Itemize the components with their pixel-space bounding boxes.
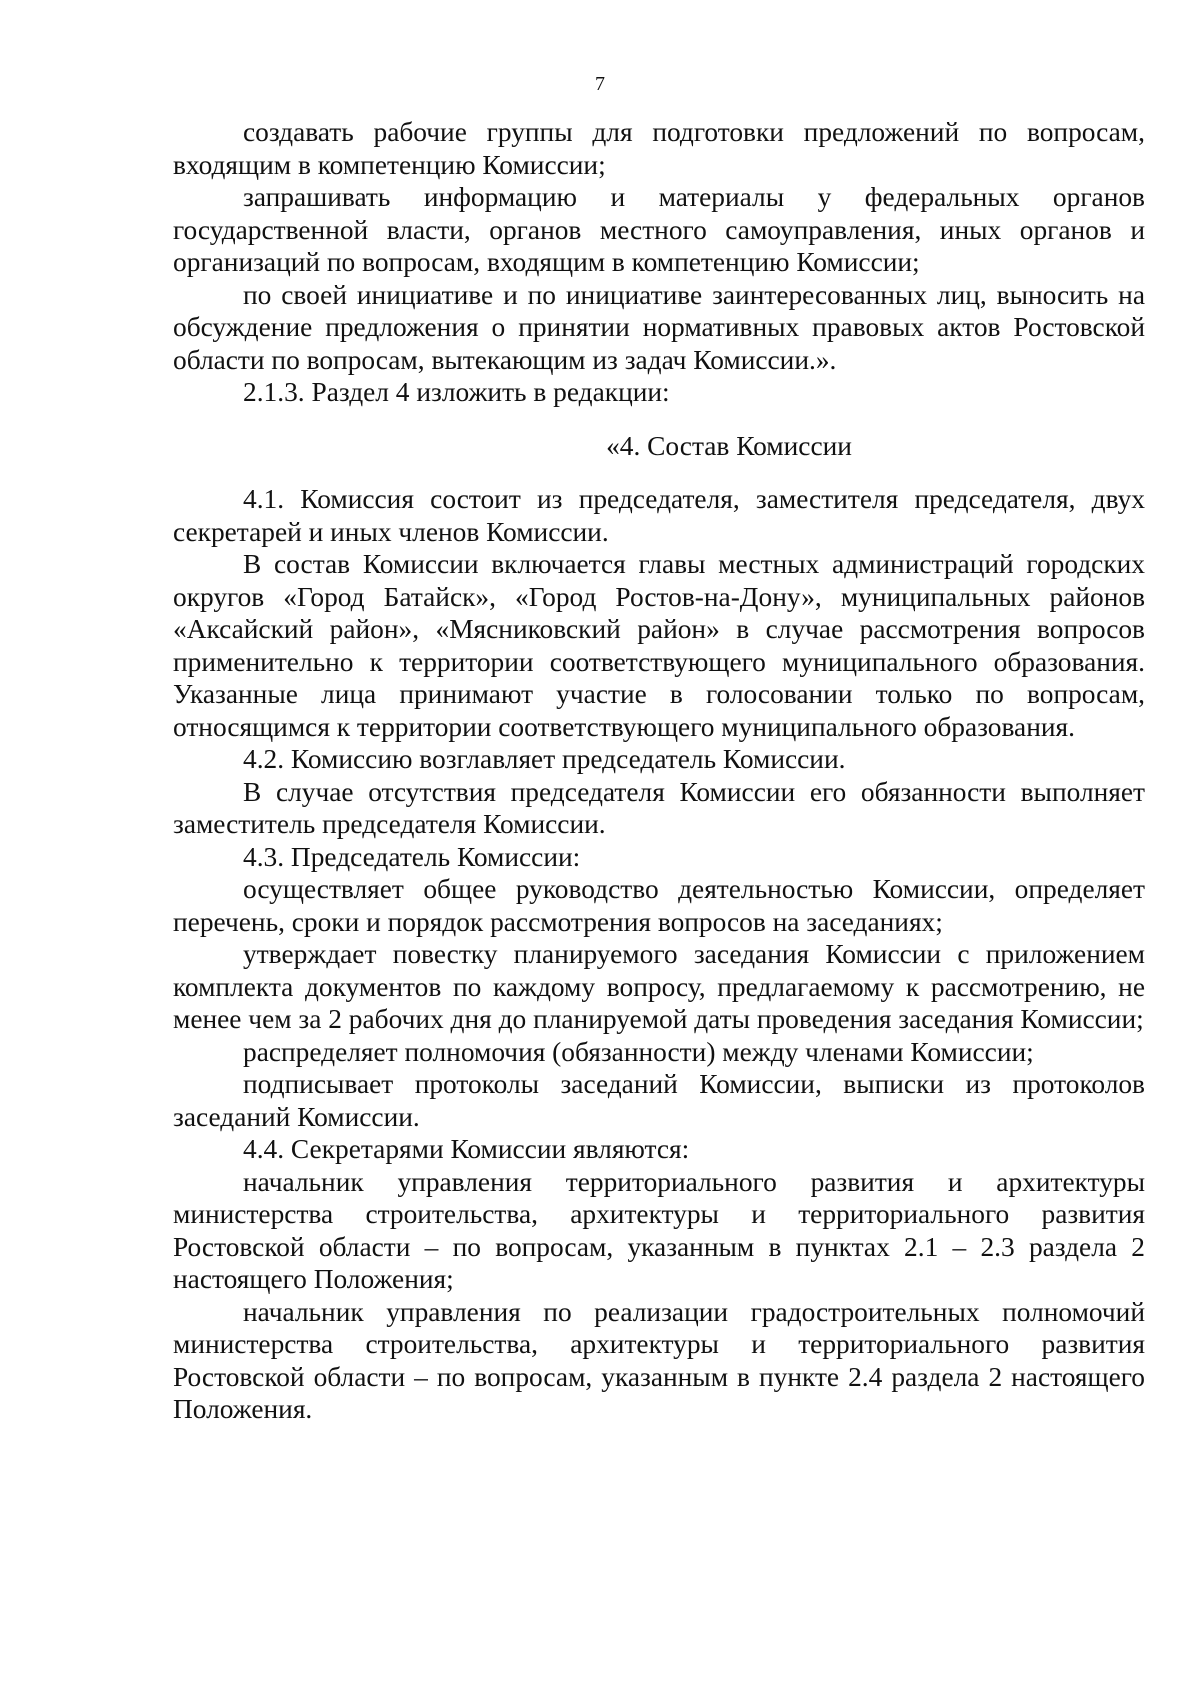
paragraph-working-groups: создавать рабочие группы для подготовки предложений по вопросам, входящим в компетенцию Комиссии;	[173, 117, 1145, 180]
paragraph-section-4-edit: 2.1.3. Раздел 4 изложить в редакции:	[243, 377, 670, 407]
paragraph-secretary-1: начальник управления территориального развития и архитектуры министерства строительства, архитектуры и территориального развития Ростовской области – по вопросам, указанным в пунктах 2.1 – 2.3 раздела 2 настоящего Положения;	[173, 1166, 1145, 1294]
paragraph-own-initiative: по своей инициативе и по инициативе заинтересованных лиц, выносить на обсуждение предложения о принятии нормативных правовых актов Ростовской области по вопросам, вытекающим из задач Комиссии.».	[173, 279, 1145, 375]
paragraph-4-4: 4.4. Секретарями Комиссии являются:	[243, 1134, 690, 1164]
section-heading: «4. Состав Комиссии	[606, 430, 852, 461]
paragraph-4-1: 4.1. Комиссия состоит из председателя, заместителя председателя, двух секретарей и иных членов Комиссии.	[173, 484, 1145, 547]
paragraph-composition: В состав Комиссии включается главы местных администраций городских округов «Город Батайск», «Город Ростов-на-Дону», муниципальных районов «Аксайский район», «Мясниковский район» в случае рассмотрения вопросов применительно к территории соответствующего муниципального образования. Указанные лица принимают участие в голосовании только по вопросам, относящимся к территории соответствующего муниципального образования.	[173, 549, 1145, 742]
paragraph-request-information: запрашивать информацию и материалы у федеральных органов государственной власти, органов местного самоуправления, иных органов и организаций по вопросам, входящим в компетенцию Комиссии;	[173, 182, 1145, 277]
paragraph-4-2: 4.2. Комиссию возглавляет председатель Комиссии.	[243, 744, 846, 774]
paragraph-signs-protocols: подписывает протоколы заседаний Комиссии, выписки из протоколов заседаний Комиссии.	[173, 1069, 1145, 1132]
paragraph-4-3: 4.3. Председатель Комиссии:	[243, 841, 581, 872]
paragraph-secretary-2: начальник управления по реализации градостроительных полномочий министерства строительства, архитектуры и территориального развития Ростовской области – по вопросам, указанным в пункте 2.4 раздела 2 настоящего Положения.	[173, 1296, 1145, 1424]
paragraph-general-management: осуществляет общее руководство деятельностью Комиссии, определяет перечень, сроки и порядок рассмотрения вопросов на заседаниях;	[173, 874, 1145, 937]
paragraph-chair-absence: В случае отсутствия председателя Комиссии его обязанности выполняет заместитель председателя Комиссии.	[173, 776, 1145, 839]
paragraph-approves-agenda: утверждает повестку планируемого заседания Комиссии с приложением комплекта документов по каждому вопросу, предлагаемому к рассмотрению, не менее чем за 2 рабочих дня до планируемой даты проведения заседания Комиссии;	[173, 939, 1145, 1034]
paragraph-distributes-powers: распределяет полномочия (обязанности) между членами Комиссии;	[243, 1036, 1034, 1067]
document-body	[173, 116, 1145, 1426]
page-number: 7	[595, 73, 605, 95]
